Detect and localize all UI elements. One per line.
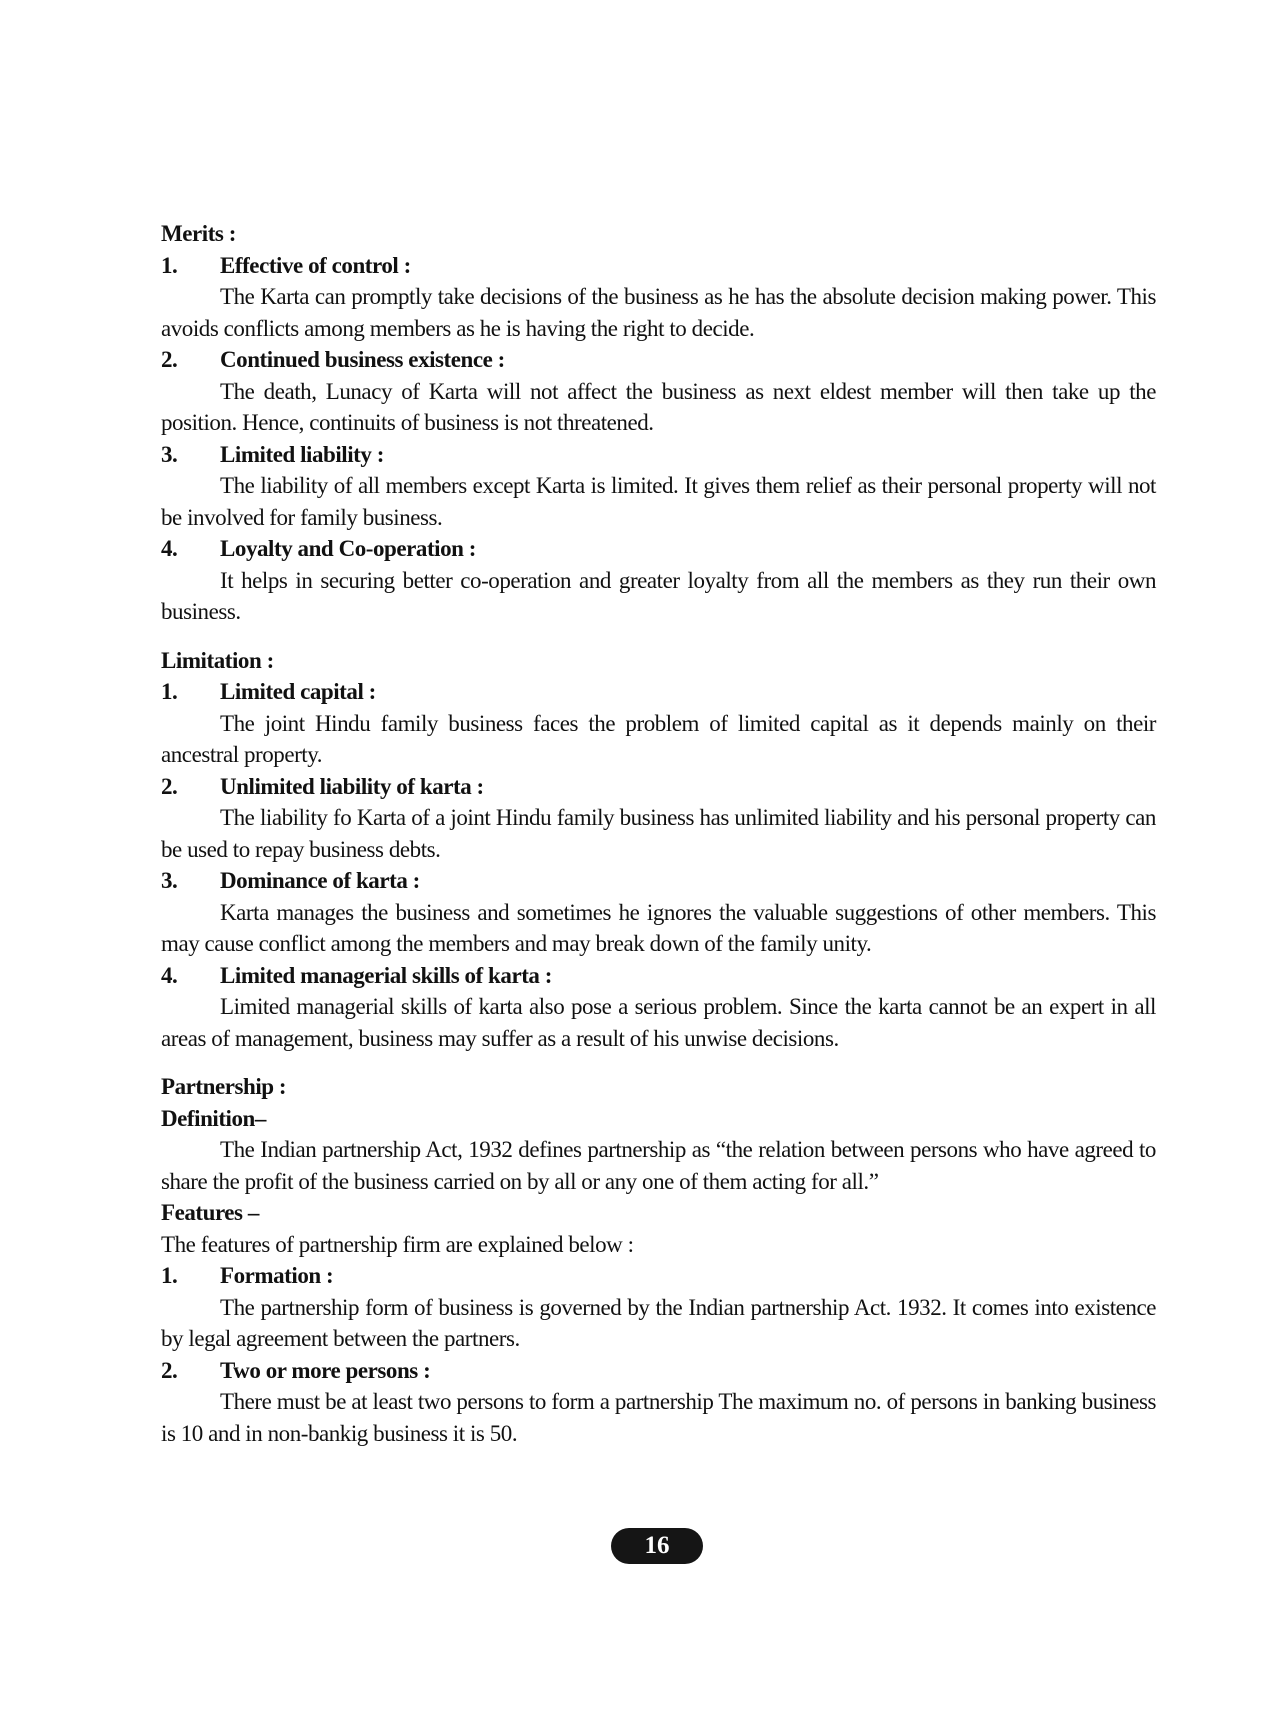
item-text: The Karta can promptly take decisions of the business as he has the absolute decision making power. This avoids conflicts among members as he is having the right to decide. bbox=[161, 284, 1156, 341]
item-number: 3. bbox=[161, 441, 178, 467]
limitation-heading: Limitation : bbox=[161, 647, 274, 673]
item-text: It helps in securing better co-operation and greater loyalty from all the members as they run their own business. bbox=[161, 567, 1156, 624]
limitation-item-title bbox=[161, 771, 1156, 803]
merit-item-title bbox=[161, 250, 1156, 282]
definition-text: The Indian partnership Act, 1932 defines partnership as “the relation between persons who have agreed to share the profit of the business carried on by all or any one of them acting for all.” bbox=[161, 1137, 1156, 1194]
item-title: Continued business existence : bbox=[220, 347, 505, 372]
item-title: Effective of control : bbox=[220, 252, 411, 278]
item-number: 2. bbox=[161, 773, 178, 799]
item-title: Unlimited liability of karta : bbox=[220, 773, 484, 799]
item-text: Limited managerial skills of karta also pose a serious problem. Since the karta cannot be an expert in all areas of management, business may suffer as a result of his unwise decisions. bbox=[161, 994, 1156, 1051]
item-number: 1. bbox=[161, 252, 178, 278]
partnership-heading: Partnership : bbox=[161, 1074, 287, 1099]
merit-item-title bbox=[161, 344, 1156, 376]
page-content bbox=[161, 218, 1156, 1449]
merit-item-title bbox=[161, 533, 1156, 565]
definition-heading: Definition– bbox=[161, 1105, 266, 1131]
item-text: Karta manages the business and sometimes he ignores the valuable suggestions of other members. This may cause conflict among the members and may break down of the family unity. bbox=[161, 899, 1156, 956]
limitation-item-title bbox=[161, 676, 1156, 708]
features-intro: The features of partnership firm are explained below : bbox=[161, 1231, 634, 1257]
item-title: Limited liability : bbox=[220, 441, 384, 467]
item-title: Loyalty and Co-operation : bbox=[220, 536, 477, 561]
item-text: The liability fo Karta of a joint Hindu family business has unlimited liability and his personal property can be used to repay business debts. bbox=[161, 805, 1156, 862]
item-text: There must be at least two persons to form a partnership The maximum no. of persons in banking business is 10 and in non-bankig business it is 50. bbox=[161, 1389, 1156, 1446]
item-text: The death, Lunacy of Karta will not affect the business as next eldest member will then take up the position. Hence, continuits of business is not threatened. bbox=[161, 378, 1156, 435]
limitation-item-title bbox=[161, 960, 1156, 992]
item-number: 1. bbox=[161, 679, 178, 704]
feature-item-title bbox=[161, 1260, 1156, 1292]
item-number: 3. bbox=[161, 868, 178, 893]
item-number: 2. bbox=[161, 1357, 178, 1383]
item-text: The liability of all members except Karta is limited. It gives them relief as their personal property will not be involved for family business. bbox=[161, 473, 1156, 530]
item-number: 4. bbox=[161, 536, 178, 561]
features-heading: Features – bbox=[161, 1200, 259, 1225]
item-title: Two or more persons : bbox=[220, 1357, 431, 1383]
item-title: Formation : bbox=[220, 1263, 334, 1288]
merits-heading: Merits : bbox=[161, 221, 236, 246]
item-title: Dominance of karta : bbox=[220, 868, 420, 893]
item-title: Limited managerial skills of karta : bbox=[220, 962, 552, 988]
item-text: The partnership form of business is governed by the Indian partnership Act. 1932. It comes into existence by legal agreement between the partners. bbox=[161, 1294, 1156, 1351]
item-number: 4. bbox=[161, 962, 178, 988]
item-title: Limited capital : bbox=[220, 679, 376, 704]
feature-item-title bbox=[161, 1355, 1156, 1387]
page-number: 16 bbox=[611, 1528, 703, 1564]
limitation-item-title bbox=[161, 865, 1156, 897]
item-text: The joint Hindu family business faces the problem of limited capital as it depends mainly on their ancestral property. bbox=[161, 710, 1156, 767]
merit-item-title bbox=[161, 439, 1156, 471]
item-number: 1. bbox=[161, 1263, 178, 1288]
item-number: 2. bbox=[161, 347, 178, 372]
